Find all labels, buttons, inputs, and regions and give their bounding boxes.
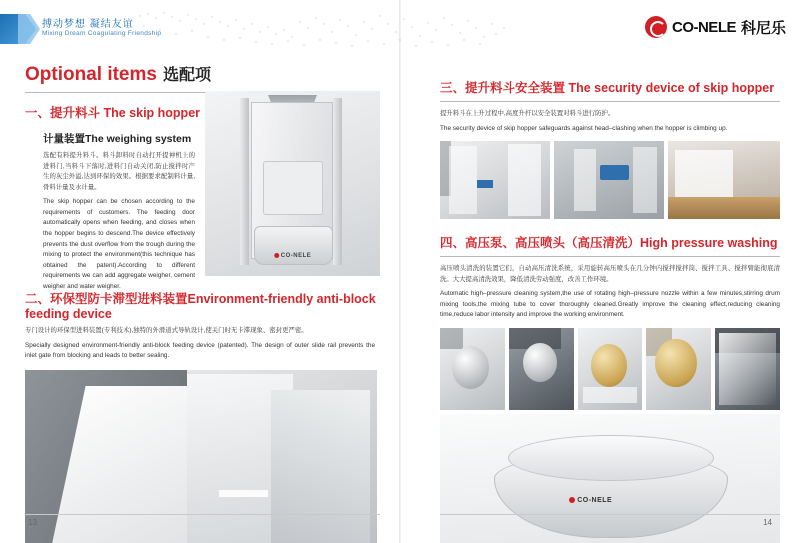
page-title-cn: 选配项 [162, 67, 211, 84]
brand-name-cn: 科尼乐 [740, 19, 786, 37]
photo-canvas-1 [440, 141, 550, 219]
floor-region [668, 197, 780, 219]
section2-text-block [25, 326, 375, 362]
section1-title: 一、提升料斗 The skip hopper [25, 106, 201, 120]
mixer-pan-photo [440, 414, 780, 543]
section2-title: 二、环保型防卡滞型进料装置Environment-friendly anti-block feeding device [25, 292, 376, 321]
blue-control-box [600, 165, 629, 181]
section4-body-en: Automatic high–pressure cleaning system,the use of rotating high–pressure nozzle within a few minutes,stirring drum mixing tools,the mixing tube to cover thoroughly cleaned.Greatly improve the cleaning effect,reducing cleaning time,reduce labor intensity and improve the working environment. [440, 290, 780, 319]
security-device-photo-1 [440, 141, 550, 219]
tagline-en: Mixing Dream Coagulating Friendship [42, 30, 162, 37]
page-title-en: Optional items [25, 64, 157, 85]
right-page-content [440, 62, 780, 505]
logo-mark-icon [645, 16, 667, 38]
washing-photo-1 [440, 328, 505, 410]
machine-panel [263, 161, 323, 215]
section3-title: 三、提升料斗安全装置 The security device of skip hopper [440, 81, 775, 95]
photo-canvas-4a [440, 328, 505, 410]
pump-part [523, 343, 557, 382]
section-anti-block-feeding [25, 289, 380, 543]
photo-canvas-3 [668, 141, 780, 219]
mixer-pan-image [440, 414, 780, 543]
brand-logo [645, 16, 786, 38]
blue-component [477, 180, 492, 188]
photo-canvas-4b [509, 328, 574, 410]
pan-logo-label: CO-NELE [569, 497, 612, 504]
section2-body-cn: 专门设计的环保型进料装置(专利技术),独特的外滑道式导轨设计,使关门时无卡滞现象、密封更严密。 [25, 327, 308, 334]
left-page-number: 13 [28, 518, 37, 527]
photo-panel-c [271, 390, 370, 543]
section3-body-en: The security device of skip hopper safeguards against head–clashing when the hopper is climbing up. [440, 124, 728, 132]
left-footer-divider [25, 514, 380, 515]
section4-photo-row [440, 328, 780, 410]
section4-body-cn: 高压喷头清洗的装置它们，自动高压清洗系统，采用旋转高压喷头在几分钟内搅拌搅拌筒、搅拌工具、搅拌臂能彻底清洗。大大提高清洗效果，降低清洗劳动强度，改善工作环境。 [440, 265, 780, 283]
feeding-device-photo [25, 370, 377, 543]
machine-column-left [240, 98, 249, 265]
right-footer-divider [440, 514, 780, 515]
machine-column-right [333, 98, 342, 265]
section1-body-en: The skip hopper can be chosen according to the requirements of customers. The feeding door automatically opens when feeding, and closes when the hopper begins to descend.The device effectively prevents the dust overflow from the trough during the mixing to protect the environment(this technique has obtained the patent).According to different requirements we can add aggregate weigher, cement weigher and water weigher. [43, 198, 195, 290]
section1-subtitle: 计量装置The weighing system [43, 133, 192, 145]
page-gutter [399, 0, 401, 543]
header-tagline [0, 14, 162, 44]
section4-divider [440, 256, 780, 257]
tagline-cn: 搏动梦想 凝结友谊 [42, 19, 134, 30]
nozzle-part [452, 346, 490, 389]
mixer-pan-lid [508, 435, 714, 481]
brass-nozzle [591, 344, 627, 387]
left-page-content [25, 62, 380, 502]
world-map-graphic [120, 4, 540, 54]
section4-title: 四、高压泵、高压喷头（高压清洗）High pressure washing [440, 236, 778, 251]
photo-canvas-2 [554, 141, 664, 219]
washing-photo-5 [715, 328, 780, 410]
section3-photo-row [440, 141, 780, 219]
brand-name-en: CO-NELE [671, 18, 736, 36]
right-page-number: 14 [763, 518, 772, 527]
base-part [440, 328, 463, 349]
photo-canvas-4c [578, 328, 643, 410]
skip-hopper-machine-photo [205, 91, 380, 276]
section1-text-block [43, 125, 195, 292]
photo-equipment [675, 150, 733, 197]
page-title [25, 62, 380, 86]
section3-body-cn: 提升料斗在上升过程中,高度升杆以安全装置对料斗进行防护。 [440, 110, 615, 117]
feeding-device-image [25, 370, 377, 543]
section-high-pressure-washing [440, 233, 780, 543]
section1-body-cn: 选配有料提升料斗。料斗卸料时自动打开提神机上的进料门,当料斗下落时,进料门自动关闭,防止搅拌时产生的灰尘外溢,达到环保的效果。根据要求配制料计量,骨料计量及水计量。 [43, 152, 195, 191]
photo-panel [508, 144, 541, 216]
washing-photo-3 [578, 328, 643, 410]
section3-divider [440, 101, 780, 102]
washing-photo-4 [646, 328, 711, 410]
section2-body-en: Specially designed environment-friendly anti-block feeding device (patented). The design of outer slide rail prevents the inlet gate from blocking and leads to better sealing. [25, 341, 375, 360]
photo-frame-bar [574, 149, 596, 211]
section-skip-hopper [25, 103, 380, 290]
machine-logo-label: CO-NELE [274, 253, 312, 259]
security-device-photo-2 [554, 141, 664, 219]
arrow-secondary-icon [18, 14, 40, 44]
security-device-photo-3 [668, 141, 780, 219]
photo-label-strip [219, 490, 268, 496]
section-security-device [440, 78, 780, 219]
photo-canvas-4e [715, 328, 780, 410]
photo-frame-bar [449, 146, 478, 215]
surface [583, 387, 637, 403]
machine-illustration [205, 91, 380, 276]
photo-canvas-4d [646, 328, 711, 410]
washing-photo-2 [509, 328, 574, 410]
rotating-head [655, 339, 696, 387]
photo-panel [633, 147, 657, 213]
water-spray [719, 333, 776, 405]
